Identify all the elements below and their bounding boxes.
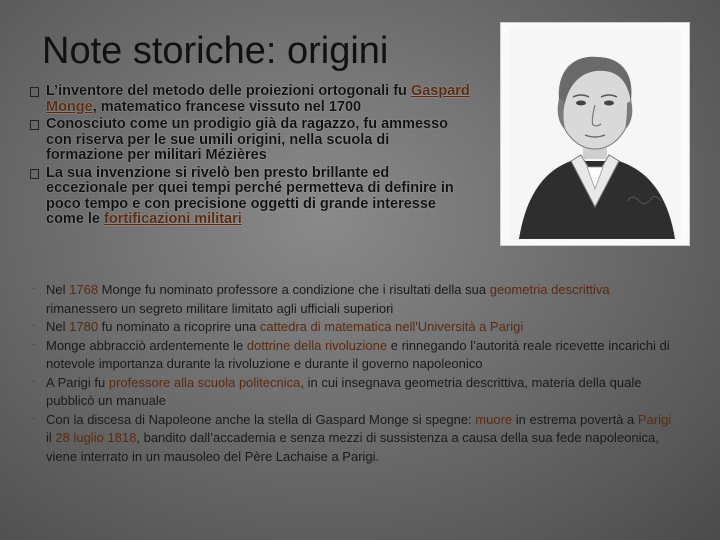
square-bullet-icon bbox=[30, 169, 39, 179]
text-run: , matematico francese vissuto nel 1700 bbox=[92, 98, 362, 115]
list-item bbox=[30, 84, 470, 115]
highlight-link[interactable]: muore bbox=[475, 411, 513, 427]
list-item bbox=[30, 337, 680, 374]
text-run: Monge fu nominato professore a condizione che i risultati della sua bbox=[98, 282, 490, 297]
list-item bbox=[30, 411, 680, 467]
text-run: Conosciuto come un prodigio già da ragazzo, fu ammesso con riserva per le sue umili origini, nella scuola di formazione per militari Mézières bbox=[46, 116, 449, 163]
dot-bullet-icon: · bbox=[32, 375, 36, 387]
bullet-text bbox=[46, 374, 680, 411]
bullet-text bbox=[46, 166, 470, 228]
text-run: , in cui insegnava geometria descrittiva, materia della quale pubblicò un manuale bbox=[46, 374, 642, 408]
bullet-text bbox=[46, 84, 470, 115]
highlight-link[interactable]: 1780 bbox=[69, 319, 99, 334]
bullet-text bbox=[46, 281, 680, 318]
text-run: e rinnegando l’autorità reale ricevette incarichi di notevole importanza durante la rivoluzione e durante il governo napoleonico bbox=[46, 337, 670, 371]
dot-bullet-icon: · bbox=[32, 338, 36, 350]
dot-bullet-icon: · bbox=[32, 412, 36, 424]
highlight-link[interactable]: professore alla scuola politecnica bbox=[108, 374, 301, 390]
highlight-link[interactable]: cattedra di matematica nell'Università a Parigi bbox=[259, 319, 524, 334]
secondary-bullet-list bbox=[30, 281, 680, 466]
highlight-link[interactable]: geometria descrittiva bbox=[489, 282, 610, 297]
text-run: A Parigi fu bbox=[46, 374, 109, 390]
main-bullet-list bbox=[30, 84, 470, 230]
list-item bbox=[30, 281, 680, 318]
slide-title: Note storiche: origini bbox=[42, 30, 389, 72]
bullet-text bbox=[46, 411, 680, 467]
square-bullet-icon bbox=[30, 87, 39, 97]
bullet-text bbox=[46, 318, 680, 337]
text-run: , bandito dall’accademia e senza mezzi di sussistenza a causa della sua fede napoleonica, viene interrato in un mausoleo del Père Lachaise a Parigi. bbox=[46, 430, 659, 464]
list-item bbox=[30, 117, 470, 164]
dot-bullet-icon: · bbox=[32, 320, 36, 331]
dot-bullet-icon: · bbox=[32, 283, 36, 294]
list-item bbox=[30, 166, 470, 228]
bullet-text bbox=[46, 117, 470, 164]
list-item bbox=[30, 318, 680, 337]
text-run: fu nominato a ricoprire una bbox=[98, 319, 260, 334]
highlight-link[interactable]: 28 luglio bbox=[55, 430, 104, 445]
square-bullet-icon bbox=[30, 120, 39, 130]
highlight-link[interactable]: 1818 bbox=[107, 430, 137, 445]
highlight-link[interactable]: 1768 bbox=[69, 282, 99, 297]
fortificazioni-militari-link[interactable]: fortificazioni militari bbox=[104, 211, 242, 227]
portrait-drawing bbox=[509, 29, 681, 239]
highlight-link[interactable]: Parigi bbox=[637, 411, 672, 427]
text-run: Monge abbracciò ardentemente le bbox=[46, 337, 247, 353]
text-run: in estrema povertà a bbox=[512, 411, 638, 427]
list-item bbox=[30, 374, 680, 411]
bullet-text bbox=[46, 337, 680, 374]
gaspard-monge-link[interactable]: Gaspard Monge bbox=[46, 83, 470, 115]
text-run: Con la discesa di Napoleone anche la stella di Gaspard Monge si spegne: bbox=[46, 411, 476, 427]
text-run: L’inventore del metodo delle proiezioni ortogonali fu bbox=[46, 83, 411, 99]
portrait-image bbox=[500, 22, 690, 246]
text-run: Nel bbox=[46, 319, 70, 334]
text-run: rimanessero un segreto militare limitato agli ufficiali superiori bbox=[46, 300, 394, 316]
highlight-link[interactable]: dottrine della rivoluzione bbox=[246, 337, 388, 353]
text-run: La sua invenzione si rivelò ben presto brillante ed eccezionale per quei tempi perché permetteva di definire in poco tempo e con precisione oggetti di grande interesse come le bbox=[46, 164, 454, 227]
text-run: il bbox=[46, 430, 56, 445]
text-run: Nel bbox=[46, 282, 70, 297]
